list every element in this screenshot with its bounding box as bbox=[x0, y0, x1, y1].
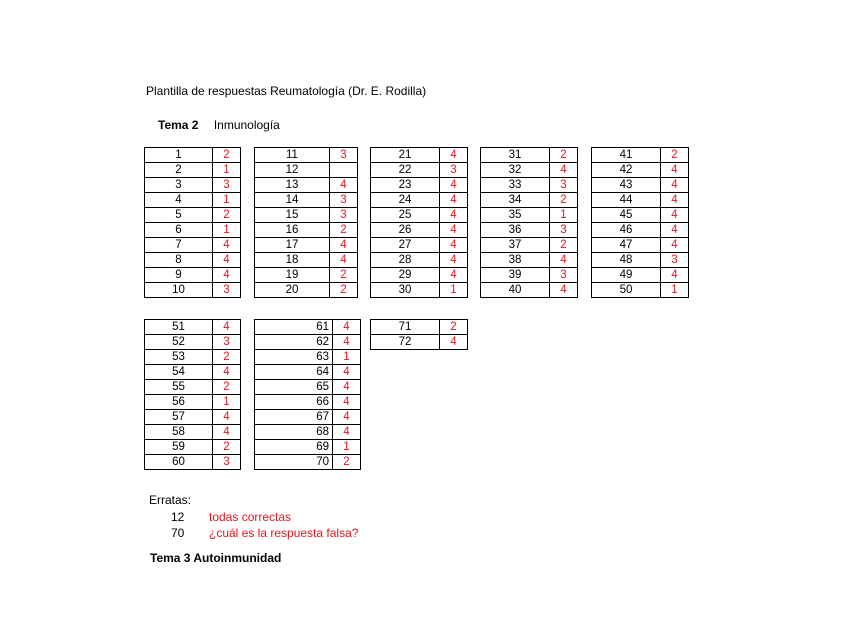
answer-table bbox=[144, 147, 241, 298]
table-row bbox=[592, 253, 689, 268]
answer-value: 2 bbox=[330, 223, 358, 238]
question-number: 28 bbox=[371, 253, 440, 268]
table-row bbox=[255, 455, 361, 470]
table-row bbox=[145, 223, 241, 238]
table-row bbox=[371, 320, 468, 335]
answer-value: 1 bbox=[550, 208, 578, 223]
answer-value: 4 bbox=[213, 238, 241, 253]
question-number: 18 bbox=[255, 253, 330, 268]
table-row bbox=[145, 178, 241, 193]
question-number: 21 bbox=[371, 148, 440, 163]
answer-value: 4 bbox=[213, 425, 241, 440]
table-row bbox=[255, 148, 358, 163]
table-row bbox=[481, 178, 578, 193]
question-number: 12 bbox=[255, 163, 330, 178]
answer-value: 4 bbox=[440, 178, 468, 193]
table-row bbox=[255, 223, 358, 238]
table-row bbox=[255, 208, 358, 223]
table-row bbox=[255, 238, 358, 253]
question-number: 39 bbox=[481, 268, 550, 283]
answer-value: 4 bbox=[333, 410, 361, 425]
question-number: 17 bbox=[255, 238, 330, 253]
answer-value: 2 bbox=[550, 148, 578, 163]
topic-heading bbox=[158, 118, 280, 132]
answer-value: 4 bbox=[661, 268, 689, 283]
question-number: 62 bbox=[255, 335, 333, 350]
answer-value: 2 bbox=[333, 455, 361, 470]
question-number: 13 bbox=[255, 178, 330, 193]
answer-value: 4 bbox=[661, 178, 689, 193]
question-number: 64 bbox=[255, 365, 333, 380]
table-row bbox=[481, 268, 578, 283]
question-number: 15 bbox=[255, 208, 330, 223]
table-row bbox=[255, 193, 358, 208]
answer-value: 4 bbox=[330, 253, 358, 268]
question-number: 35 bbox=[481, 208, 550, 223]
question-number: 6 bbox=[145, 223, 213, 238]
answer-value: 1 bbox=[333, 440, 361, 455]
question-number: 27 bbox=[371, 238, 440, 253]
table-row bbox=[481, 193, 578, 208]
answer-value: 4 bbox=[550, 253, 578, 268]
answer-table bbox=[254, 147, 358, 298]
answer-value: 4 bbox=[440, 268, 468, 283]
question-number: 34 bbox=[481, 193, 550, 208]
question-number: 16 bbox=[255, 223, 330, 238]
question-number: 43 bbox=[592, 178, 661, 193]
question-number: 72 bbox=[371, 335, 440, 350]
table-row bbox=[145, 208, 241, 223]
answer-value: 4 bbox=[213, 320, 241, 335]
question-number: 57 bbox=[145, 410, 213, 425]
table-row bbox=[145, 365, 241, 380]
answer-value: 3 bbox=[213, 283, 241, 298]
table-row bbox=[255, 335, 361, 350]
answer-value: 4 bbox=[550, 163, 578, 178]
question-number: 14 bbox=[255, 193, 330, 208]
question-number: 60 bbox=[145, 455, 213, 470]
table-row bbox=[592, 283, 689, 298]
table-row bbox=[145, 410, 241, 425]
answer-value: 1 bbox=[213, 163, 241, 178]
table-row bbox=[371, 178, 468, 193]
table-row bbox=[255, 253, 358, 268]
question-number: 67 bbox=[255, 410, 333, 425]
table-row bbox=[145, 238, 241, 253]
answer-value: 4 bbox=[661, 238, 689, 253]
answer-table bbox=[144, 319, 241, 470]
question-number: 36 bbox=[481, 223, 550, 238]
table-row bbox=[592, 148, 689, 163]
answer-value: 3 bbox=[213, 455, 241, 470]
question-number: 44 bbox=[592, 193, 661, 208]
answer-value: 3 bbox=[213, 178, 241, 193]
question-number: 24 bbox=[371, 193, 440, 208]
next-topic-heading-cutoff: Tema 3 Autoinmunidad bbox=[150, 551, 282, 565]
table-row bbox=[255, 425, 361, 440]
question-number: 59 bbox=[145, 440, 213, 455]
errata-number: 70 bbox=[171, 526, 185, 540]
table-row bbox=[145, 148, 241, 163]
answer-value: 4 bbox=[661, 223, 689, 238]
answer-value: 2 bbox=[661, 148, 689, 163]
answer-value: 2 bbox=[213, 380, 241, 395]
answer-value: 2 bbox=[550, 193, 578, 208]
answer-value: 4 bbox=[661, 208, 689, 223]
question-number: 4 bbox=[145, 193, 213, 208]
table-row bbox=[481, 238, 578, 253]
table-row bbox=[592, 178, 689, 193]
answer-table bbox=[480, 147, 578, 298]
answer-value: 4 bbox=[333, 425, 361, 440]
answer-value: 2 bbox=[213, 208, 241, 223]
table-row bbox=[481, 163, 578, 178]
question-number: 9 bbox=[145, 268, 213, 283]
answer-table bbox=[591, 147, 689, 298]
table-row bbox=[592, 238, 689, 253]
errata-text: ¿cuál es la respuesta falsa? bbox=[209, 526, 359, 540]
table-row bbox=[255, 283, 358, 298]
answer-value: 4 bbox=[440, 148, 468, 163]
table-row bbox=[255, 395, 361, 410]
answer-value: 2 bbox=[213, 350, 241, 365]
answer-value: 3 bbox=[661, 253, 689, 268]
table-row bbox=[255, 440, 361, 455]
answer-value: 4 bbox=[333, 380, 361, 395]
table-row bbox=[371, 268, 468, 283]
answer-value: 1 bbox=[213, 223, 241, 238]
answer-value: 3 bbox=[550, 268, 578, 283]
table-row bbox=[255, 163, 358, 178]
question-number: 3 bbox=[145, 178, 213, 193]
question-number: 66 bbox=[255, 395, 333, 410]
question-number: 61 bbox=[255, 320, 333, 335]
answer-value: 4 bbox=[213, 268, 241, 283]
question-number: 54 bbox=[145, 365, 213, 380]
answer-value: 4 bbox=[330, 238, 358, 253]
table-row bbox=[592, 223, 689, 238]
answer-value: 1 bbox=[213, 395, 241, 410]
question-number: 29 bbox=[371, 268, 440, 283]
answer-value: 4 bbox=[661, 163, 689, 178]
question-number: 56 bbox=[145, 395, 213, 410]
question-number: 46 bbox=[592, 223, 661, 238]
table-row bbox=[255, 320, 361, 335]
question-number: 7 bbox=[145, 238, 213, 253]
question-number: 40 bbox=[481, 283, 550, 298]
question-number: 51 bbox=[145, 320, 213, 335]
answer-value: 3 bbox=[550, 223, 578, 238]
question-number: 5 bbox=[145, 208, 213, 223]
answer-value bbox=[330, 163, 358, 178]
table-row bbox=[481, 208, 578, 223]
question-number: 26 bbox=[371, 223, 440, 238]
topic-name: Inmunología bbox=[213, 118, 280, 132]
answer-value: 2 bbox=[550, 238, 578, 253]
table-row bbox=[255, 365, 361, 380]
question-number: 11 bbox=[255, 148, 330, 163]
question-number: 63 bbox=[255, 350, 333, 365]
question-number: 37 bbox=[481, 238, 550, 253]
table-row bbox=[481, 223, 578, 238]
answer-value: 4 bbox=[440, 335, 468, 350]
question-number: 22 bbox=[371, 163, 440, 178]
table-row bbox=[481, 148, 578, 163]
table-row bbox=[371, 208, 468, 223]
answer-value: 4 bbox=[661, 193, 689, 208]
table-row bbox=[371, 163, 468, 178]
question-number: 33 bbox=[481, 178, 550, 193]
answer-value: 4 bbox=[213, 253, 241, 268]
table-row bbox=[145, 163, 241, 178]
answer-value: 2 bbox=[330, 283, 358, 298]
table-row bbox=[371, 193, 468, 208]
answer-value: 3 bbox=[550, 178, 578, 193]
table-row bbox=[255, 410, 361, 425]
table-row bbox=[255, 178, 358, 193]
erratas-label: Erratas: bbox=[149, 493, 192, 507]
table-row bbox=[592, 208, 689, 223]
answer-value: 2 bbox=[213, 440, 241, 455]
page-title: Plantilla de respuestas Reumatología (Dr. E. Rodilla) bbox=[146, 84, 427, 98]
table-row bbox=[145, 320, 241, 335]
answer-value: 3 bbox=[330, 148, 358, 163]
table-row bbox=[145, 335, 241, 350]
table-row bbox=[145, 350, 241, 365]
answer-value: 4 bbox=[440, 208, 468, 223]
question-number: 65 bbox=[255, 380, 333, 395]
question-number: 23 bbox=[371, 178, 440, 193]
answer-value: 2 bbox=[440, 320, 468, 335]
answer-value: 4 bbox=[440, 238, 468, 253]
question-number: 58 bbox=[145, 425, 213, 440]
question-number: 48 bbox=[592, 253, 661, 268]
table-row bbox=[145, 253, 241, 268]
table-row bbox=[371, 223, 468, 238]
answer-value: 4 bbox=[333, 320, 361, 335]
answer-value: 2 bbox=[213, 148, 241, 163]
answer-value: 1 bbox=[333, 350, 361, 365]
question-number: 30 bbox=[371, 283, 440, 298]
question-number: 45 bbox=[592, 208, 661, 223]
question-number: 71 bbox=[371, 320, 440, 335]
question-number: 70 bbox=[255, 455, 333, 470]
question-number: 31 bbox=[481, 148, 550, 163]
table-row bbox=[371, 148, 468, 163]
answer-value: 1 bbox=[440, 283, 468, 298]
answer-value: 3 bbox=[330, 193, 358, 208]
answer-value: 3 bbox=[330, 208, 358, 223]
question-number: 49 bbox=[592, 268, 661, 283]
table-row bbox=[145, 380, 241, 395]
question-number: 32 bbox=[481, 163, 550, 178]
question-number: 47 bbox=[592, 238, 661, 253]
answer-value: 4 bbox=[333, 365, 361, 380]
question-number: 2 bbox=[145, 163, 213, 178]
question-number: 20 bbox=[255, 283, 330, 298]
answer-table bbox=[370, 319, 468, 350]
table-row bbox=[481, 283, 578, 298]
answer-value: 4 bbox=[550, 283, 578, 298]
question-number: 10 bbox=[145, 283, 213, 298]
table-row bbox=[145, 455, 241, 470]
answer-value: 2 bbox=[330, 268, 358, 283]
table-row bbox=[255, 380, 361, 395]
table-row bbox=[481, 253, 578, 268]
question-number: 38 bbox=[481, 253, 550, 268]
errata-number: 12 bbox=[171, 510, 185, 524]
question-number: 69 bbox=[255, 440, 333, 455]
table-row bbox=[371, 253, 468, 268]
question-number: 68 bbox=[255, 425, 333, 440]
answer-table bbox=[370, 147, 468, 298]
table-row bbox=[592, 193, 689, 208]
answer-value: 1 bbox=[661, 283, 689, 298]
question-number: 42 bbox=[592, 163, 661, 178]
answer-value: 4 bbox=[213, 365, 241, 380]
question-number: 41 bbox=[592, 148, 661, 163]
question-number: 25 bbox=[371, 208, 440, 223]
question-number: 19 bbox=[255, 268, 330, 283]
table-row bbox=[592, 163, 689, 178]
table-row bbox=[145, 440, 241, 455]
table-row bbox=[592, 268, 689, 283]
table-row bbox=[145, 395, 241, 410]
table-row bbox=[145, 268, 241, 283]
answer-value: 3 bbox=[440, 163, 468, 178]
errata-text: todas correctas bbox=[209, 510, 292, 524]
table-row bbox=[145, 283, 241, 298]
table-row bbox=[371, 283, 468, 298]
question-number: 50 bbox=[592, 283, 661, 298]
question-number: 55 bbox=[145, 380, 213, 395]
answer-value: 3 bbox=[213, 335, 241, 350]
answer-value: 1 bbox=[213, 193, 241, 208]
answer-value: 4 bbox=[333, 395, 361, 410]
answer-value: 4 bbox=[440, 253, 468, 268]
topic-number: Tema 2 bbox=[158, 118, 199, 132]
question-number: 53 bbox=[145, 350, 213, 365]
answer-value: 4 bbox=[330, 178, 358, 193]
table-row bbox=[255, 350, 361, 365]
answer-value: 4 bbox=[213, 410, 241, 425]
answer-value: 4 bbox=[333, 335, 361, 350]
table-row bbox=[255, 268, 358, 283]
table-row bbox=[145, 193, 241, 208]
question-number: 52 bbox=[145, 335, 213, 350]
answer-value: 4 bbox=[440, 193, 468, 208]
question-number: 8 bbox=[145, 253, 213, 268]
question-number: 1 bbox=[145, 148, 213, 163]
table-row bbox=[371, 238, 468, 253]
table-row bbox=[371, 335, 468, 350]
answer-table bbox=[254, 319, 361, 470]
table-row bbox=[145, 425, 241, 440]
answer-value: 4 bbox=[440, 223, 468, 238]
